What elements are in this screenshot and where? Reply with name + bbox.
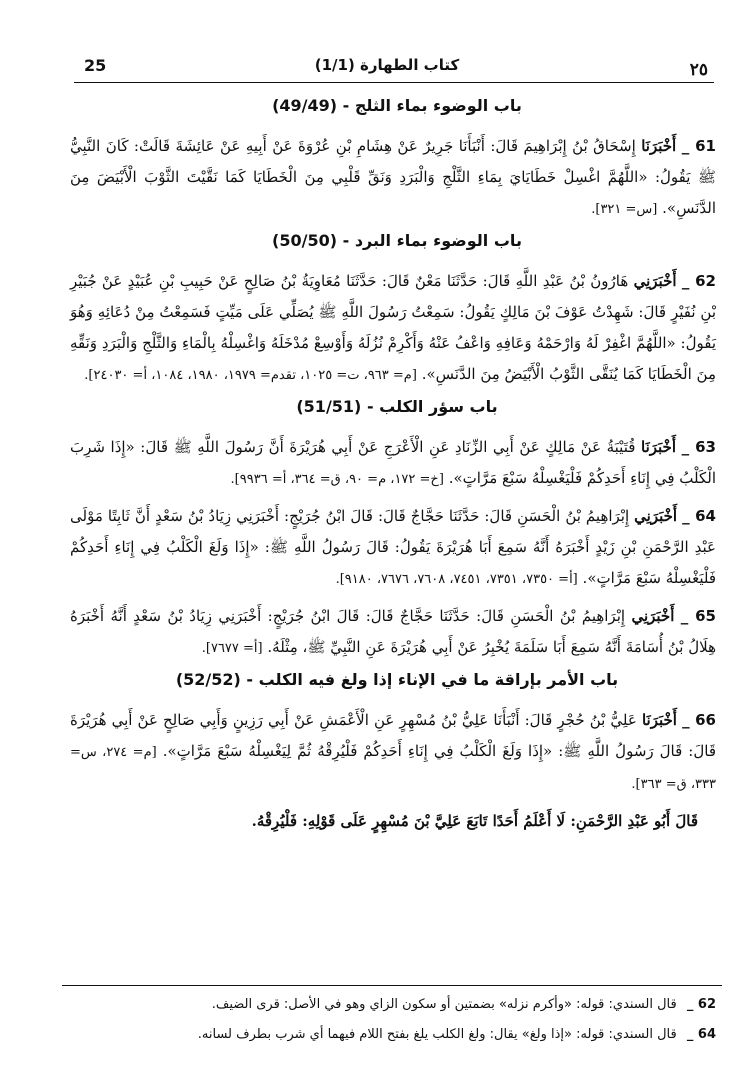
footnote-text: قال السندي: قوله: «وأكرم نزله» بضمتين أو سكون الزاي وهو في الأصل: قرى الضيف. [211,997,677,1012]
author-note: قَالَ أَبُو عَبْدِ الرَّحْمَنِ: لَا أَعْلَمُ أَحَدًا تَابَعَ عَلِيَّ بْنَ مُسْهِرٍ عَلَى قَوْلِهِ: فَلْيُرِقْهُ. [251,812,698,830]
footnote-text: قال السندي: قوله: «إذا ولغ» يقال: ولغ الكلب يلغ بفتح اللام فيهما أي شرب بطرف لسانه. [197,1027,677,1042]
footnotes [70,990,716,1050]
chapter-number: (49/49) [272,96,338,115]
chapter-title [70,397,716,416]
chapter-name: باب الوضوء بماء الثلج - [342,96,522,115]
page-number-latin: 25 [84,56,107,75]
chapter-name: باب الوضوء بماء البرد - [342,231,522,250]
page-number-arabic: ٢٥ [689,60,708,80]
hadith-number: 63 _ [681,438,716,456]
chapter-title [70,231,716,250]
chapter-name: باب الأمر بإراقة ما في الإناء إذا ولغ فيه الكلب - [246,670,619,689]
hadith-63 [70,432,716,495]
hadith-reference: [أ= ٧٦٧٧]. [201,641,263,656]
hadith-text: إِسْحَاقُ بْنُ إِبْرَاهِيمَ قَالَ: أَنْبَأَنَا جَرِيرٌ عَنْ هِشَامِ بْنِ عُرْوَةَ عَنْ أَبِيهِ عَنْ عَائِشَةَ قَالَتْ: كَانَ النَّبِيُّ ﷺ يَقُولُ: «اللَّهُمَّ اغْسِلْ خَطَايَايَ بِمَاءِ الثَّلْجِ وَالْبَرَدِ وَنَقِّ قَلْبِي مِنَ الْخَطَايَا كَمَا نَقَّيْتَ الثَّوْبَ الْأَبْيَضَ مِنَ الدَّنَسِ». [70,137,716,217]
footnote-rule [62,985,722,986]
hadith-text: إِبْرَاهِيمُ بْنُ الْحَسَنِ قَالَ: حَدَّثَنَا حَجَّاجٌ قَالَ: قَالَ ابْنُ جُرَيْجٍ: أَخْبَرَنِي زِيَادُ بْنُ سَعْدٍ أَنَّ ثَابِتًا مَوْلَى عَبْدِ الرَّحْمَنِ بْنِ زَيْدٍ أَخْبَرَهُ أَنَّهُ سَمِعَ أَبَا هُرَيْرَةَ يَقُولُ: قَالَ رَسُولُ اللَّهِ ﷺ: «إِذَا وَلَغَ الْكَلْبُ فِي إِنَاءِ أَحَدِكُمْ فَلْيَغْسِلْهُ سَبْعَ مَرَّاتٍ». [70,507,716,587]
hadith-number: 61 _ [681,137,716,155]
hadith-intro: أَخْبَرَنِي [631,607,675,625]
hadith-text: قُتَيْبَةُ عَنْ مَالِكٍ عَنْ أَبِي الزِّنَادِ عَنِ الْأَعْرَجِ عَنْ أَبِي هُرَيْرَةَ أَنَّ رَسُولَ اللَّهِ ﷺ قَالَ: «إِذَا شَرِبَ الْكَلْبُ فِي إِنَاءِ أَحَدِكُمْ فَلْيَغْسِلْهُ سَبْعَ مَرَّاتٍ». [70,438,716,487]
hadith-65 [70,601,716,664]
page-header [62,52,712,82]
hadith-text: إِبْرَاهِيمُ بْنُ الْحَسَنِ قَالَ: حَدَّثَنَا حَجَّاجٌ قَالَ: قَالَ ابْنُ جُرَيْجٍ: أَخْبَرَنِي زِيَادُ بْنُ سَعْدٍ أَنَّهُ أَخْبَرَهُ هِلَالُ بْنُ أُسَامَةَ أَنَّهُ سَمِعَ أَبَا سَلَمَةَ يُخْبِرُ عَنْ أَبِي هُرَيْرَةَ عَنِ النَّبِيِّ ﷺ، مِثْلَهُ. [70,607,716,656]
hadith-61 [70,131,716,225]
chapter-title [70,96,716,115]
chapter-number: (52/52) [175,670,241,689]
hadith-number: 65 _ [680,607,716,625]
chapter-name: باب سؤر الكلب - [366,397,498,416]
hadith-intro: أَخْبَرَنَا [641,711,677,729]
hadith-reference: [أ= ٧٣٥٠، ٧٣٥١، ٧٤٥١، ٧٦٠٨، ٧٦٧٦، ٩١٨٠]. [335,572,578,587]
running-title: (1/1) كتاب الطهارة [314,56,460,74]
hadith-intro: أَخْبَرَنَا [641,137,677,155]
hadith-intro: أَخْبَرَنِي [634,507,678,525]
hadith-number: 66 _ [682,711,716,729]
hadith-text: عَلِيُّ بْنُ حُجْرٍ قَالَ: أَنْبَأَنَا عَلِيُّ بْنُ مُسْهِرٍ عَنِ الْأَعْمَشِ عَنْ أَبِي رَزِينٍ وَأَبِي صَالِحٍ عَنْ أَبِي هُرَيْرَةَ قَالَ: قَالَ رَسُولُ اللَّهِ ﷺ: «إِذَا وَلَغَ الْكَلْبُ فِي إِنَاءِ أَحَدِكُمْ فَلْيُرِقْهُ ثُمَّ لِيَغْسِلْهُ سَبْعَ مَرَّاتٍ». [70,711,716,760]
chapter-number: (51/51) [296,397,362,416]
hadith-reference: [م= ٩٦٣، ت= ١٠٢٥، تقدم= ١٩٧٩، ١٩٨٠، ١٠٨٤، أ= ٢٤٠٣٠]. [84,368,417,383]
footnote-number: 64 _ [686,1027,716,1042]
footnote-62 [70,990,716,1020]
hadith-text: هَارُونُ بْنُ عَبْدِ اللَّهِ قَالَ: حَدَّثَنَا مَعْنٌ قَالَ: حَدَّثَنَا مُعَاوِيَةُ بْنُ صَالِحٍ عَنْ حَبِيبِ بْنِ عُبَيْدٍ عَنْ جُبَيْرِ بْنِ نُفَيْرٍ قَالَ: شَهِدْتُ عَوْفَ بْنَ مَالِكٍ يَقُولُ: سَمِعْتُ رَسُولَ اللَّهِ ﷺ يُصَلِّي عَلَى مَيِّتٍ فَسَمِعْتُ مِنْ دُعَائِهِ وَهُوَ يَقُولُ: «اللَّهُمَّ اغْفِرْ لَهُ وَارْحَمْهُ وَعَافِهِ وَاعْفُ عَنْهُ وَأَكْرِمْ نُزُلَهُ وَأَوْسِعْ مُدْخَلَهُ وَاغْسِلْهُ بِالْمَاءِ وَالثَّلْجِ وَالْبَرَدِ وَنَقِّهِ مِنَ الْخَطَايَا كَمَا يُنَقَّى الثَّوْبُ الْأَبْيَضُ مِنَ الدَّنَسِ». [70,272,716,383]
hadith-62 [70,266,716,391]
hadith-intro: أَخْبَرَنِي [633,272,677,290]
page-body [70,90,716,837]
hadith-reference: [م= ٢٧٤، س= ٣٣٣، ق= ٣٦٣]. [70,745,716,792]
hadith-number: 64 _ [682,507,716,525]
footnote-64 [70,1020,716,1050]
hadith-reference: [س= ٣٢١]. [591,202,658,217]
hadith-66 [70,705,716,800]
header-rule [74,82,714,83]
hadith-64 [70,501,716,595]
hadith-number: 62 _ [681,272,716,290]
chapter-number: (50/50) [272,231,338,250]
hadith-intro: أَخْبَرَنَا [641,438,676,456]
footnote-number: 62 _ [686,997,716,1012]
hadith-reference: [خ= ١٧٢، م= ٩٠، ق= ٣٦٤، أ= ٩٩٣٦]. [230,472,444,487]
chapter-title [70,670,716,689]
